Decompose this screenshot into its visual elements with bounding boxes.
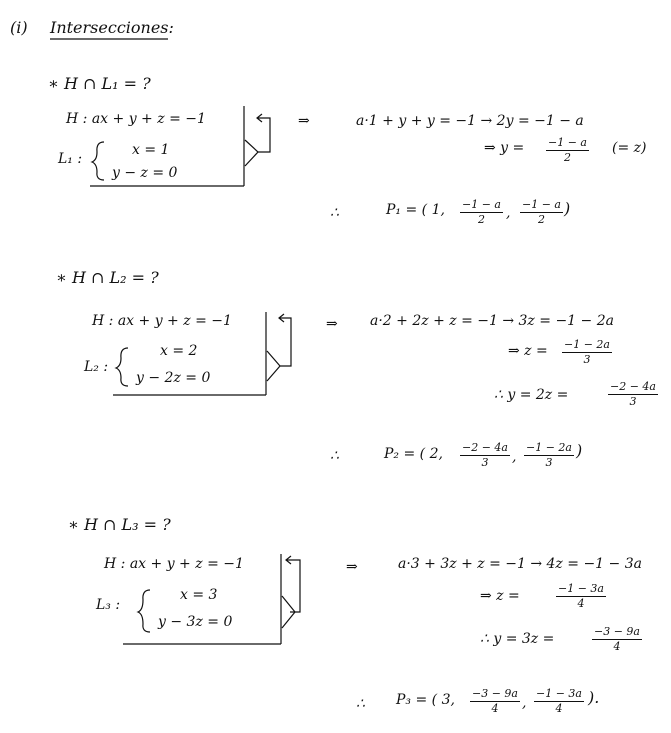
section-2-eq-2: y − 2z = 0 xyxy=(136,370,211,386)
section-2-step-2-prefix: ⇒ z = xyxy=(508,343,548,359)
section-2-result-denominator-2: 3 xyxy=(545,455,553,469)
section-1-result-numerator-2: −1 − a xyxy=(522,198,561,211)
section-1-step-2-numerator: −1 − a xyxy=(548,136,587,149)
section-3-result-denominator-2: 4 xyxy=(555,701,563,715)
box-1-bracket xyxy=(245,140,258,166)
section-1-eq-2: y − z = 0 xyxy=(112,165,178,181)
brace-1 xyxy=(92,142,104,180)
section-3-result-fraction-2 xyxy=(534,688,584,714)
section-2-result-fraction-1 xyxy=(460,442,510,468)
heading-title: Intersecciones: xyxy=(50,18,174,37)
section-3-result-close: ). xyxy=(588,688,600,707)
section-1-step-1: a·1 + y + y = −1 → 2y = −1 − a xyxy=(356,113,584,129)
section-2-result-close: ) xyxy=(576,441,583,460)
section-2-line-label: L₂ : xyxy=(84,359,109,375)
section-1-result-fraction-2 xyxy=(520,199,563,225)
section-3-step-2-denominator: 4 xyxy=(577,596,585,610)
section-1-result-prefix: P₁ = ( 1, xyxy=(386,202,445,218)
section-1-therefore: ∴ xyxy=(330,205,339,221)
section-2-therefore: ∴ xyxy=(330,448,339,464)
section-2-result-denominator-1: 3 xyxy=(481,455,489,469)
section-1-eq-1: x = 1 xyxy=(132,142,170,158)
section-3-title: ∗ H ∩ L₃ = ? xyxy=(68,515,171,534)
section-2-result-numerator-2: −1 − 2a xyxy=(526,441,572,454)
section-2-step-2-fraction xyxy=(562,339,612,365)
section-2-step-3-denominator: 3 xyxy=(629,394,637,408)
section-1-implies: ⇒ xyxy=(298,113,310,129)
section-2-step-3-prefix: ∴ y = 2z = xyxy=(494,387,569,403)
section-1-line-label: L₁ : xyxy=(58,151,83,167)
section-3-eq-2: y − 3z = 0 xyxy=(158,614,233,630)
section-1-result-close: ) xyxy=(564,199,571,218)
section-1-result-comma: , xyxy=(506,205,511,221)
section-2-result-comma: , xyxy=(512,449,517,465)
section-3-result-numerator-2: −1 − 3a xyxy=(536,687,582,700)
section-3-step-1: a·3 + 3z + z = −1 → 4z = −1 − 3a xyxy=(398,556,642,572)
section-1-step-2-fraction xyxy=(546,137,589,163)
section-3-eq-1: x = 3 xyxy=(180,587,218,603)
section-3-step-3-denominator: 4 xyxy=(613,639,621,653)
section-2-implies: ⇒ xyxy=(326,316,338,332)
brace-3 xyxy=(138,590,150,632)
section-3-step-3-numerator: −3 − 9a xyxy=(594,625,640,638)
section-1-result-denominator-2: 2 xyxy=(537,212,545,226)
section-2-step-2-denominator: 3 xyxy=(583,352,591,366)
section-1-step-2-suffix: (= z) xyxy=(612,140,647,156)
section-1-step-2-prefix: ⇒ y = xyxy=(484,140,525,156)
section-2-title: ∗ H ∩ L₂ = ? xyxy=(56,268,159,287)
section-3-plane: H : ax + y + z = −1 xyxy=(104,556,244,572)
section-1-result-fraction-1 xyxy=(460,199,503,225)
section-3-result-fraction-1 xyxy=(470,688,520,714)
section-1-title: ∗ H ∩ L₁ = ? xyxy=(48,74,151,93)
section-2-step-2-numerator: −1 − 2a xyxy=(564,338,610,351)
section-1-result-numerator-1: −1 − a xyxy=(462,198,501,211)
section-3-result-prefix: P₃ = ( 3, xyxy=(396,692,455,708)
section-3-step-2-numerator: −1 − 3a xyxy=(558,582,604,595)
section-2-result-prefix: P₂ = ( 2, xyxy=(384,446,443,462)
section-3-implies: ⇒ xyxy=(346,559,358,575)
section-3-step-3-prefix: ∴ y = 3z = xyxy=(480,631,555,647)
section-3-result-denominator-1: 4 xyxy=(491,701,499,715)
section-3-therefore: ∴ xyxy=(356,696,365,712)
box-2-connector xyxy=(279,318,291,366)
heading-marker: (i) xyxy=(10,18,28,37)
section-2-step-1: a·2 + 2z + z = −1 → 3z = −1 − 2a xyxy=(370,313,614,329)
section-3-result-comma: , xyxy=(522,695,527,711)
box-1-connector xyxy=(257,118,270,152)
section-3-step-2-fraction xyxy=(556,583,606,609)
section-3-step-2-prefix: ⇒ z = xyxy=(480,588,520,604)
section-2-result-fraction-2 xyxy=(524,442,574,468)
section-2-step-3-fraction xyxy=(608,381,658,407)
section-1-result-denominator-1: 2 xyxy=(477,212,485,226)
section-2-result-numerator-1: −2 − 4a xyxy=(462,441,508,454)
box-2-bracket xyxy=(267,351,280,381)
section-2-plane: H : ax + y + z = −1 xyxy=(92,313,232,329)
section-3-result-numerator-1: −3 − 9a xyxy=(472,687,518,700)
brace-2 xyxy=(116,348,128,386)
section-1-plane: H : ax + y + z = −1 xyxy=(66,111,206,127)
section-3-line-label: L₃ : xyxy=(96,597,121,613)
section-1-step-2-denominator: 2 xyxy=(563,150,571,164)
section-2-step-3-numerator: −2 − 4a xyxy=(610,380,656,393)
section-3-step-3-fraction xyxy=(592,626,642,652)
section-2-eq-1: x = 2 xyxy=(160,343,198,359)
